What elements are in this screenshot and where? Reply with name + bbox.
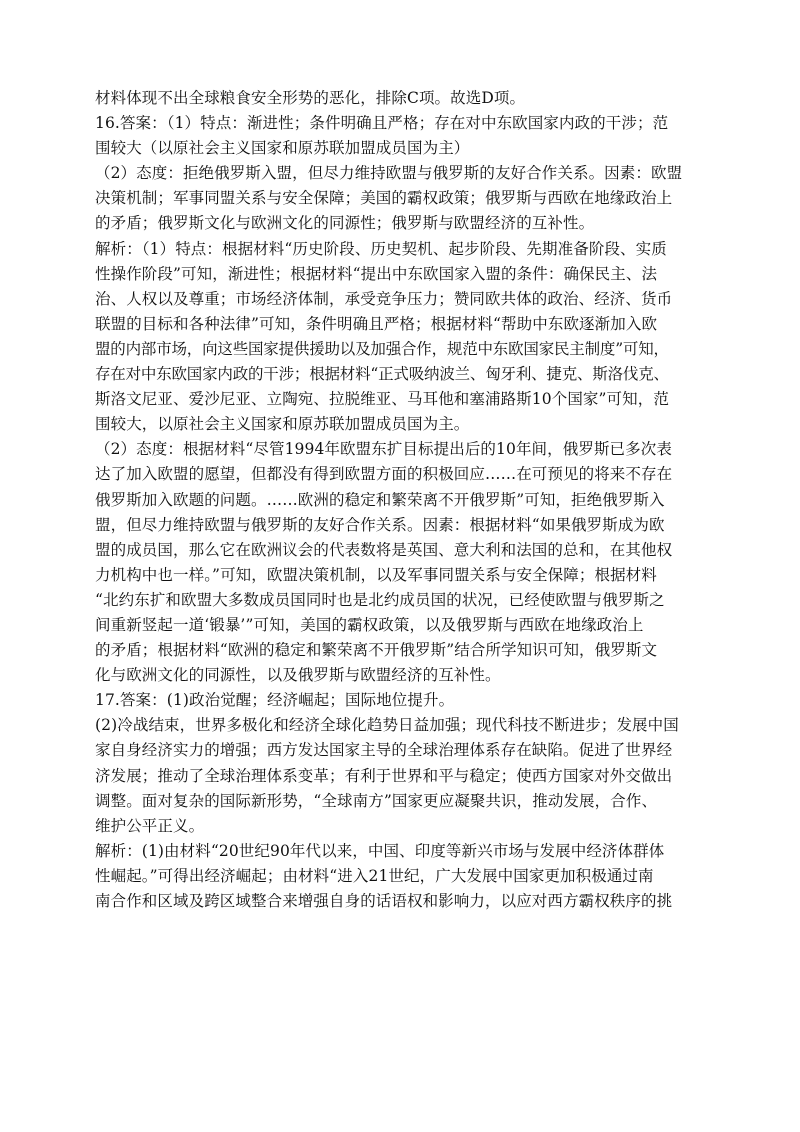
text-line: 围较大，以原社会主义国家和原苏联加盟成员国为主。 xyxy=(95,415,470,434)
text-line: 围较大（以原社会主义国家和原苏联加盟成员国为主） xyxy=(95,139,470,158)
text-line: 性操作阶段”可知，渐进性；根据材料“提出中东欧国家入盟的条件：确保民主、法 xyxy=(95,264,658,283)
q16-answer-heading: 16.答案：（1）特点：渐进性；条件明确且严格；存在对中东欧国家内政的干涉；范 xyxy=(95,114,669,133)
text-line: 济发展；推动了全球治理体系变革；有利于世界和平与稳定；使西方国家对外交做出 xyxy=(95,766,673,785)
text-line: 间重新竖起一道‘锻暴’”可知，美国的霸权政策，以及俄罗斯与西欧在地缘政治上 xyxy=(95,615,644,634)
text-line: 力机构中也一样。”可知，欧盟决策机制，以及军事同盟关系与安全保障；根据材料 xyxy=(95,565,657,584)
text-line: 材料体现不出全球粮食安全形势的恶化，排除C项。故选D项。 xyxy=(95,89,526,107)
text-line: 达了加入欧盟的愿望，但都没有得到欧盟方面的积极回应……在可预见的将来不存在 xyxy=(95,465,673,484)
text-line: 的矛盾；根据材料“欧洲的稳定和繁荣离不开俄罗斯”结合所学知识可知，俄罗斯文 xyxy=(95,641,658,660)
q16-analysis-heading: 解析：（1）特点：根据材料“历史阶段、历史契机、起步阶段、先期准备阶段、实质 xyxy=(95,239,667,258)
text-line: 性崛起。”可得出经济崛起；由材料“进入21世纪，广大发展中国家更加积极通过南 xyxy=(95,866,654,885)
answer-text-block xyxy=(95,86,707,914)
text-line: (2)冷战结束，世界多极化和经济全球化趋势日益加强；现代科技不断进步；发展中国 xyxy=(95,716,679,735)
text-line: 联盟的目标和各种法律”可知，条件明确且严格；根据材料“帮助中东欧逐渐加入欧 xyxy=(95,314,658,333)
text-line: 俄罗斯加入欧题的问题。……欧洲的稳定和繁荣离不开俄罗斯”可知，拒绝俄罗斯入 xyxy=(95,490,665,509)
text-line: （2）态度：拒绝俄罗斯入盟，但尽力维持欧盟与俄罗斯的友好合作关系。因素：欧盟 xyxy=(95,164,683,183)
text-line: 治、人权以及尊重；市场经济体制，承受竞争压力；赞同欧共体的政治、经济、货币 xyxy=(95,289,673,308)
text-line: 盟，但尽力维持欧盟与俄罗斯的友好合作关系。因素：根据材料“如果俄罗斯成为欧 xyxy=(95,515,665,534)
text-line: （2）态度：根据材料“尽管1994年欧盟东扩目标提出后的10年间，俄罗斯已多次表 xyxy=(95,440,672,459)
q17-answer-heading: 17.答案：(1)政治觉醒；经济崛起；国际地位提升。 xyxy=(95,691,455,710)
q17-analysis-heading: 解析：(1)由材料“20世纪90年代以来，中国、印度等新兴市场与发展中经济体群体 xyxy=(95,841,665,860)
text-line: 的矛盾；俄罗斯文化与欧洲文化的同源性；俄罗斯与欧盟经济的互补性。 xyxy=(95,214,595,233)
text-line: 决策机制；军事同盟关系与安全保障；美国的霸权政策；俄罗斯与西欧在地缘政治上 xyxy=(95,189,673,208)
text-line: 家自身经济实力的增强；西方发达国家主导的全球治理体系存在缺陷。促进了世界经 xyxy=(95,741,673,760)
text-line: 斯洛文尼亚、爱沙尼亚、立陶宛、拉脱维亚、马耳他和塞浦路斯10个国家”可知，范 xyxy=(95,390,669,409)
text-line: 盟的成员国，那么它在欧洲议会的代表数将是英国、意大利和法国的总和，在其他权 xyxy=(95,540,673,559)
text-line: 维护公平正义。 xyxy=(95,816,205,835)
text-line: 南合作和区域及跨区域整合来增强自身的话语权和影响力，以应对西方霸权秩序的挑 xyxy=(95,892,673,910)
text-line: “北约东扩和欧盟大多数成员国同时也是北约成员国的状况，已经使欧盟与俄罗斯之 xyxy=(95,590,665,609)
text-line: 化与欧洲文化的同源性，以及俄罗斯与欧盟经济的互补性。 xyxy=(95,666,501,685)
text-line: 调整。面对复杂的国际新形势，“全球南方”国家更应凝聚共识，推动发展，合作、 xyxy=(95,791,658,810)
text-line: 盟的内部市场，向这些国家提供援助以及加强合作，规范中东欧国家民主制度”可知， xyxy=(95,339,669,358)
text-line: 存在对中东欧国家内政的干涉；根据材料“正式吸纳波兰、匈牙利、捷克、斯洛伐克、 xyxy=(95,365,669,384)
